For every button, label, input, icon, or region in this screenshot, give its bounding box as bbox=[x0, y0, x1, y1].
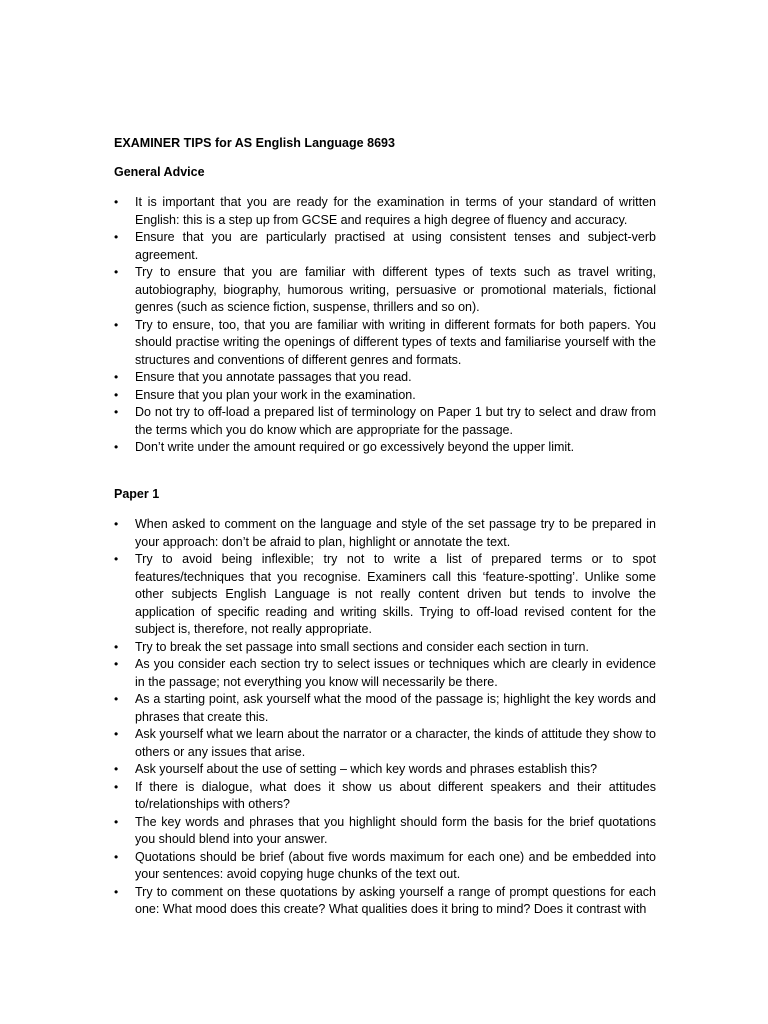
list-item-text: Try to ensure, too, that you are familiar with writing in different formats for both papers. You should practise writing the openings of different types of texts and familiarise yourself with the structures and conventions of different genres and formats. bbox=[135, 317, 656, 367]
paper-1-list bbox=[114, 516, 656, 919]
bullet-icon: • bbox=[114, 265, 119, 279]
list-item-text: Try to ensure that you are familiar with different types of texts such as travel writing, autobiography, biography, humorous writing, persuasive or promotional materials, fictional genres (such as science fiction, suspense, thrillers and so on). bbox=[135, 265, 656, 314]
list-item bbox=[114, 814, 656, 849]
list-item bbox=[114, 779, 656, 814]
list-item bbox=[114, 404, 656, 439]
list-item bbox=[114, 264, 656, 317]
list-item bbox=[114, 849, 656, 884]
list-item-text: As you consider each section try to select issues or techniques which are clearly in evidence in the passage; not everything you know will necessarily be there. bbox=[135, 657, 656, 689]
bullet-icon: • bbox=[114, 370, 119, 384]
list-item-text: When asked to comment on the language and style of the set passage try to be prepared in your approach: don’t be afraid to plan, highlight or annotate the text. bbox=[135, 517, 656, 549]
bullet-icon: • bbox=[114, 849, 119, 864]
section-heading-paper-1: Paper 1 bbox=[114, 487, 160, 501]
list-item-text: As a starting point, ask yourself what the mood of the passage is; highlight the key words and phrases that create this. bbox=[135, 692, 656, 724]
list-item bbox=[114, 639, 656, 657]
list-item bbox=[114, 317, 656, 370]
list-item-text: Try to comment on these quotations by asking yourself a range of prompt questions for each one: What mood does this create? What qualities does it bring to mind? Does it contrast with bbox=[135, 884, 656, 916]
list-item-text: Do not try to off-load a prepared list of terminology on Paper 1 but try to select and draw from the terms which you do know which are appropriate for the passage. bbox=[135, 405, 656, 437]
document-title: EXAMINER TIPS for AS English Language 8693 bbox=[114, 136, 395, 150]
bullet-icon: • bbox=[114, 517, 119, 531]
bullet-icon: • bbox=[114, 317, 119, 332]
general-advice-list bbox=[114, 194, 656, 457]
list-item-text: Try to avoid being inflexible; try not to write a list of prepared terms or to spot features/techniques that you recognise. Examiners call this ‘feature-spotting’. Unlike some other subjects English Language is not really content driven but tends to involve the application of specific reading and writing skills. Trying to off-load revised content for the subject is, therefore, not really appropriate. bbox=[135, 552, 656, 636]
bullet-icon: • bbox=[114, 552, 119, 566]
list-item-text: Ensure that you plan your work in the examination. bbox=[135, 387, 416, 402]
bullet-icon: • bbox=[114, 405, 119, 419]
list-item-text: Ensure that you annotate passages that you read. bbox=[135, 370, 412, 384]
list-item bbox=[114, 761, 656, 779]
list-item-text: Quotations should be brief (about five words maximum for each one) and be embedded into your sentences: avoid copying huge chunks of the text out. bbox=[135, 849, 656, 881]
list-item-text: Ask yourself what we learn about the narrator or a character, the kinds of attitude they show to others or any issues that arise. bbox=[135, 727, 656, 759]
list-item-text: The key words and phrases that you highlight should form the basis for the brief quotations you should blend into your answer. bbox=[135, 814, 656, 846]
list-item bbox=[114, 194, 656, 229]
bullet-icon: • bbox=[114, 692, 119, 706]
bullet-icon: • bbox=[114, 779, 119, 794]
bullet-icon: • bbox=[114, 884, 119, 899]
list-item bbox=[114, 387, 656, 405]
list-item bbox=[114, 726, 656, 761]
list-item-text: Ensure that you are particularly practised at using consistent tenses and subject-verb agreement. bbox=[135, 230, 656, 262]
list-item-text: If there is dialogue, what does it show us about different speakers and their attitudes to/relationships with others? bbox=[135, 779, 656, 811]
list-item bbox=[114, 439, 656, 457]
list-item-text: It is important that you are ready for the examination in terms of your standard of written English: this is a step up from GCSE and requires a high degree of fluency and accuracy. bbox=[135, 195, 656, 227]
list-item bbox=[114, 691, 656, 726]
list-item bbox=[114, 369, 656, 387]
bullet-icon: • bbox=[114, 230, 119, 244]
bullet-icon: • bbox=[114, 814, 119, 829]
list-item bbox=[114, 551, 656, 639]
bullet-icon: • bbox=[114, 440, 119, 454]
bullet-icon: • bbox=[114, 387, 119, 402]
bullet-icon: • bbox=[114, 639, 119, 654]
list-item bbox=[114, 656, 656, 691]
list-item bbox=[114, 884, 656, 919]
bullet-icon: • bbox=[114, 657, 119, 671]
bullet-icon: • bbox=[114, 727, 119, 741]
bullet-icon: • bbox=[114, 195, 119, 209]
bullet-icon: • bbox=[114, 762, 119, 776]
list-item bbox=[114, 516, 656, 551]
list-item-text: Ask yourself about the use of setting – which key words and phrases establish this? bbox=[135, 762, 598, 776]
section-heading-general-advice: General Advice bbox=[114, 165, 205, 179]
list-item bbox=[114, 229, 656, 264]
list-item-text: Try to break the set passage into small sections and consider each section in turn. bbox=[135, 639, 589, 654]
list-item-text: Don’t write under the amount required or go excessively beyond the upper limit. bbox=[135, 440, 575, 454]
